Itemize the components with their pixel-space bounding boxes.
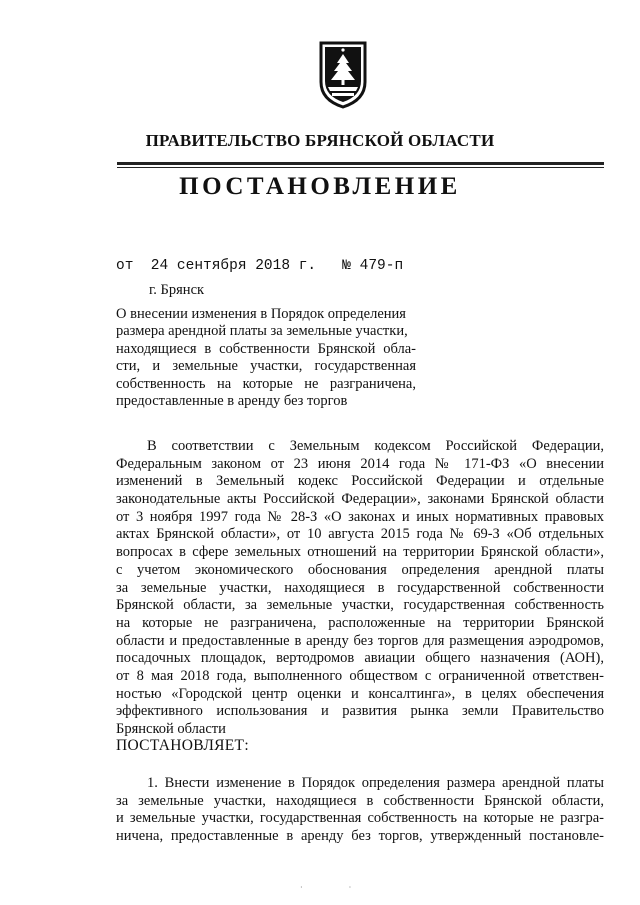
preamble-line: с учетом экономического обоснования определения арендной платы: [116, 561, 604, 578]
preamble-line: законодательные акты Российской Федерации», законами Брянской области: [116, 491, 604, 508]
header-rule-thin: [117, 167, 604, 168]
city: г. Брянск: [149, 282, 205, 298]
subject-line: размера арендной платы за земельные участки,: [116, 323, 408, 340]
date-and-number: от 24 сентября 2018 г. № 479-п: [116, 258, 404, 274]
preamble-line: изменений в Земельный кодекс Российской Федерации и отдельные: [116, 473, 604, 490]
subject-line: сти, и земельные участки, государственная: [116, 358, 416, 375]
subject-line: собственность на которые не разграничена,: [116, 375, 416, 392]
item-1-line: 1. Внести изменение в Порядок определения размера арендной платы: [147, 775, 604, 791]
subject-block: [116, 306, 416, 410]
item-1-line: за земельные участки, находящиеся в собственности Брянской области,: [116, 792, 604, 809]
preamble-line: на которые не разграничена, расположенные на территории Брянской: [116, 614, 604, 631]
preamble-paragraph: [116, 438, 604, 739]
preamble-line: Брянской области, за земельные участки, государственная собственность: [116, 597, 604, 614]
item-1-line: и земельные участки, государственная собственность на которые не разгра-: [116, 810, 604, 827]
preamble-line: В соответствии с Земельным кодексом Российской Федерации,: [147, 438, 604, 454]
preamble-line: области и предоставленные в аренду без торгов для размещения аэродромов,: [116, 632, 604, 649]
document-type-title: ПОСТАНОВЛЕНИЕ: [179, 173, 461, 200]
preamble-line: за земельные участки, находящиеся в государственной собственности: [116, 579, 604, 596]
subject-line: предоставленные в аренду без торгов: [116, 393, 348, 410]
item-1-line: ничена, предоставленные в аренду без торгов, утвержденный постановле-: [116, 828, 604, 845]
preamble-line: от 3 ноября 1997 года № 28-З «О законах и иных нормативных правовых: [116, 508, 604, 525]
item-1-paragraph: [116, 775, 604, 846]
coat-of-arms-icon: [318, 40, 368, 110]
preamble-line: от 8 мая 2018 года, выполненного обществом с ограниченной ответствен-: [116, 667, 604, 684]
scan-specks: · ·: [300, 883, 374, 892]
resolves-heading: ПОСТАНОВЛЯЕТ:: [116, 737, 249, 754]
preamble-line: эффективного использования и развития рынка земли Правительство: [116, 703, 604, 720]
preamble-line: Брянской области: [116, 721, 226, 737]
organization-title: ПРАВИТЕЛЬСТВО БРЯНСКОЙ ОБЛАСТИ: [145, 131, 495, 150]
subject-line: О внесении изменения в Порядок определения: [116, 306, 406, 322]
preamble-line: ностью «Городской центр оценки и консалтинга», в целях обеспечения: [116, 685, 604, 702]
preamble-line: вопросах в сфере земельных отношений на территории Брянской области»,: [116, 544, 604, 561]
header-rule-thick: [117, 162, 604, 165]
preamble-line: Федеральным законом от 23 июня 2014 года № 171-ФЗ «О внесении: [116, 455, 604, 472]
subject-line: находящиеся в собственности Брянской обла-: [116, 340, 416, 357]
preamble-line: актах Брянской области», от 10 августа 2015 года № 69-З «Об отдельных: [116, 526, 604, 543]
preamble-line: посадочных площадок, вертодромов авиации общего назначения (АОН),: [116, 650, 604, 667]
